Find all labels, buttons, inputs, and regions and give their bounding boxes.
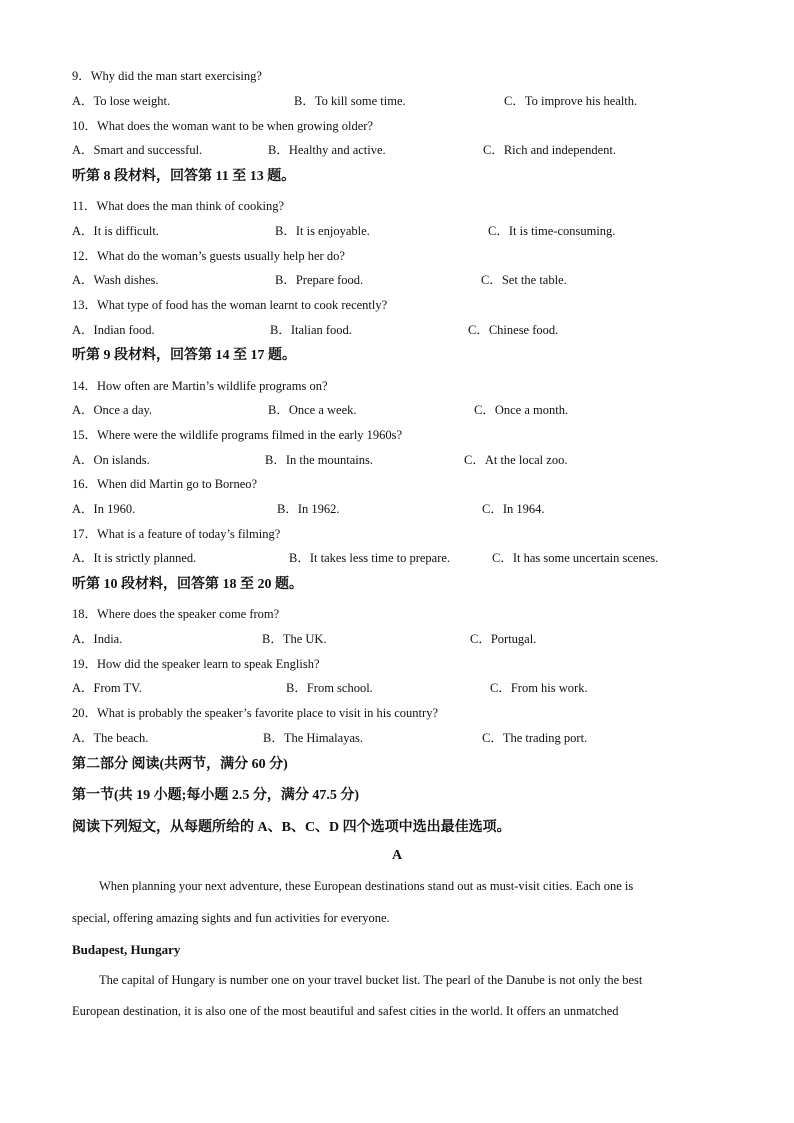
option-c: C．Rich and independent. <box>483 143 616 157</box>
question-10-options <box>72 140 732 158</box>
option-c: C．At the local zoo. <box>464 453 568 467</box>
question-17-options <box>72 548 732 566</box>
option-c: C．Portugal. <box>470 632 537 646</box>
option-c: C．It has some uncertain scenes. <box>492 551 659 565</box>
question-12-stem: 12．What do the woman’s guests usually help her do? <box>72 249 345 263</box>
question-13-stem: 13．What type of food has the woman learnt to cook recently? <box>72 298 388 312</box>
option-c: C．The trading port. <box>482 731 588 745</box>
question-9-options <box>72 91 732 109</box>
passage-label: A <box>391 848 403 863</box>
option-c: C．Once a month. <box>474 403 569 417</box>
passage-paragraph-line-2: European destination, it is also one of the most beautiful and safest cities in the world. It offers an unmatched <box>72 1004 619 1018</box>
question-14-stem: 14．How often are Martin’s wildlife programs on? <box>72 379 328 393</box>
passage-subtitle: Budapest, Hungary <box>72 942 181 957</box>
question-17-stem: 17．What is a feature of today’s filming? <box>72 527 281 541</box>
question-19-options <box>72 678 732 696</box>
question-20-stem: 20．What is probably the speaker’s favorite place to visit in his country? <box>72 706 438 720</box>
option-a: A．Indian food. <box>72 323 155 337</box>
option-a: A．In 1960. <box>72 502 136 516</box>
question-11-stem: 11．What does the man think of cooking? <box>72 199 284 213</box>
option-b: B．It takes less time to prepare. <box>289 551 451 565</box>
question-10-stem: 10．What does the woman want to be when growing older? <box>72 119 373 133</box>
passage-intro-line-2: special, offering amazing sights and fun activities for everyone. <box>72 911 390 925</box>
question-18-options <box>72 629 732 647</box>
option-a: A．The beach. <box>72 731 149 745</box>
question-13-options <box>72 320 732 338</box>
question-16-options <box>72 499 732 517</box>
option-a: A．It is difficult. <box>72 224 159 238</box>
option-c: C．From his work. <box>490 681 588 695</box>
question-16-stem: 16．When did Martin go to Borneo? <box>72 477 258 491</box>
passage-paragraph-line-1: The capital of Hungary is number one on your travel bucket list. The pearl of the Danube is not only the best <box>99 973 643 987</box>
passage-intro-line-1: When planning your next adventure, these European destinations stand out as must-visit cities. Each one is <box>99 879 634 893</box>
option-b: B．The UK. <box>262 632 327 646</box>
option-c: C．It is time-consuming. <box>488 224 616 238</box>
option-b: B．Once a week. <box>268 403 357 417</box>
option-b: B．It is enjoyable. <box>275 224 370 238</box>
question-9-stem: 9．Why did the man start exercising? <box>72 69 262 83</box>
question-20-options <box>72 728 732 746</box>
option-a: A．India. <box>72 632 123 646</box>
option-a: A．It is strictly planned. <box>72 551 197 565</box>
option-a: A．From TV. <box>72 681 142 695</box>
option-c: C．Set the table. <box>481 273 567 287</box>
option-b: B．The Himalayas. <box>263 731 363 745</box>
section-heading-8: 听第 8 段材料，回答第 11 至 13 题。 <box>72 169 296 184</box>
option-b: B．In the mountains. <box>265 453 373 467</box>
option-a: A．Once a day. <box>72 403 153 417</box>
option-b: B．Prepare food. <box>275 273 364 287</box>
question-12-options <box>72 270 732 288</box>
part-two-heading: 第二部分 阅读(共两节，满分 60 分) <box>72 757 288 772</box>
option-a: A．On islands. <box>72 453 150 467</box>
question-15-options <box>72 450 732 468</box>
question-15-stem: 15．Where were the wildlife programs filmed in the early 1960s? <box>72 428 403 442</box>
option-b: B．From school. <box>286 681 373 695</box>
option-c: C．In 1964. <box>482 502 545 516</box>
option-b: B．In 1962. <box>277 502 340 516</box>
option-a: A．Wash dishes. <box>72 273 159 287</box>
option-b: B．To kill some time. <box>294 94 406 108</box>
section-one-heading: 第一节(共 19 小题;每小题 2.5 分，满分 47.5 分) <box>72 788 359 803</box>
section-heading-9: 听第 9 段材料，回答第 14 至 17 题。 <box>72 348 296 363</box>
question-14-options <box>72 400 732 418</box>
option-b: B．Italian food. <box>270 323 352 337</box>
section-heading-10: 听第 10 段材料，回答第 18 至 20 题。 <box>72 577 303 592</box>
option-b: B．Healthy and active. <box>268 143 386 157</box>
question-18-stem: 18．Where does the speaker come from? <box>72 607 280 621</box>
option-c: C．To improve his health. <box>504 94 638 108</box>
question-11-options <box>72 221 732 239</box>
option-a: A．Smart and successful. <box>72 143 203 157</box>
option-a: A．To lose weight. <box>72 94 171 108</box>
question-19-stem: 19．How did the speaker learn to speak English? <box>72 657 320 671</box>
reading-instruction: 阅读下列短文，从每题所给的 A、B、C、D 四个选项中选出最佳选项。 <box>72 820 511 835</box>
option-c: C．Chinese food. <box>468 323 559 337</box>
